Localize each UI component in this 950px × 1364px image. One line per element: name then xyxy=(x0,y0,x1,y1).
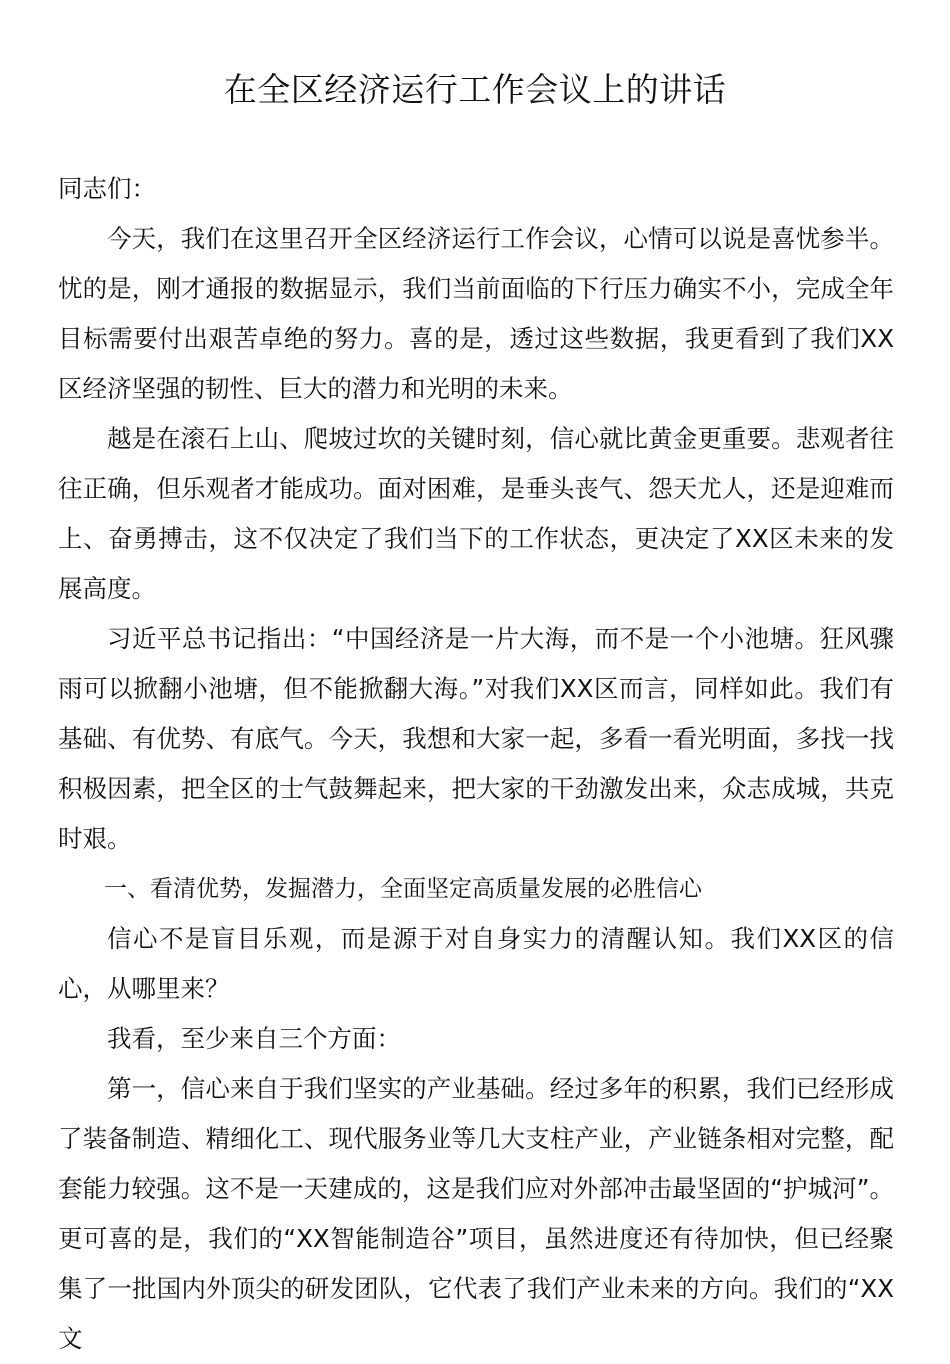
paragraph-quote: 习近平总书记指出：“中国经济是一片大海，而不是一个小池塘。狂风骤雨可以掀翻小池塘，但不能掀翻大海。”对我们XX区而言，同样如此。我们有基础、有优势、有底气。今天，我想和大家一起，多看一看光明面，多找一找积极因素，把全区的士气鼓舞起来，把大家的干劲激发出来，众志成城，共克时艰。 xyxy=(58,624,894,853)
paragraph-confidence: 越是在滚石上山、爬坡过坎的关键时刻，信心就比黄金更重要。悲观者往往正确，但乐观者才能成功。面对困难，是垂头丧气、怨天尤人，还是迎难而上、奋勇搏击，这不仅决定了我们当下的工作状态，更决定了XX区未来的发展高度。 xyxy=(58,424,894,603)
document-body xyxy=(58,164,894,1364)
paragraph-opening: 今天，我们在这里召开全区经济运行工作会议，心情可以说是喜忧参半。忧的是，刚才通报的数据显示，我们当前面临的下行压力确实不小，完成全年目标需要付出艰苦卓绝的努力。喜的是，透过这些数据，我更看到了我们XX区经济坚强的韧性、巨大的潜力和光明的未来。 xyxy=(58,224,894,403)
paragraph-three-aspects: 我看，至少来自三个方面： xyxy=(107,1024,401,1053)
paragraph-first-aspect: 第一，信心来自于我们坚实的产业基础。经过多年的积累，我们已经形成了装备制造、精细化工、现代服务业等几大支柱产业，产业链条相对完整，配套能力较强。这不是一天建成的，这是我们应对外部冲击最坚固的“护城河”。更可喜的是，我们的“XX智能制造谷”项目，虽然进度还有待加快，但已经聚集了一批国内外顶尖的研发团队，它代表了我们产业未来的方向。我们的“XX文 xyxy=(58,1074,894,1353)
paragraph-source-of-confidence: 信心不是盲目乐观，而是源于对自身实力的清醒认知。我们XX区的信心，从哪里来？ xyxy=(58,924,894,1003)
section-heading-1: 一、看清优势，发掘潜力，全面坚定高质量发展的必胜信心 xyxy=(104,876,702,902)
document-title: 在全区经济运行工作会议上的讲话 xyxy=(223,70,727,109)
salutation: 同志们： xyxy=(58,174,156,203)
